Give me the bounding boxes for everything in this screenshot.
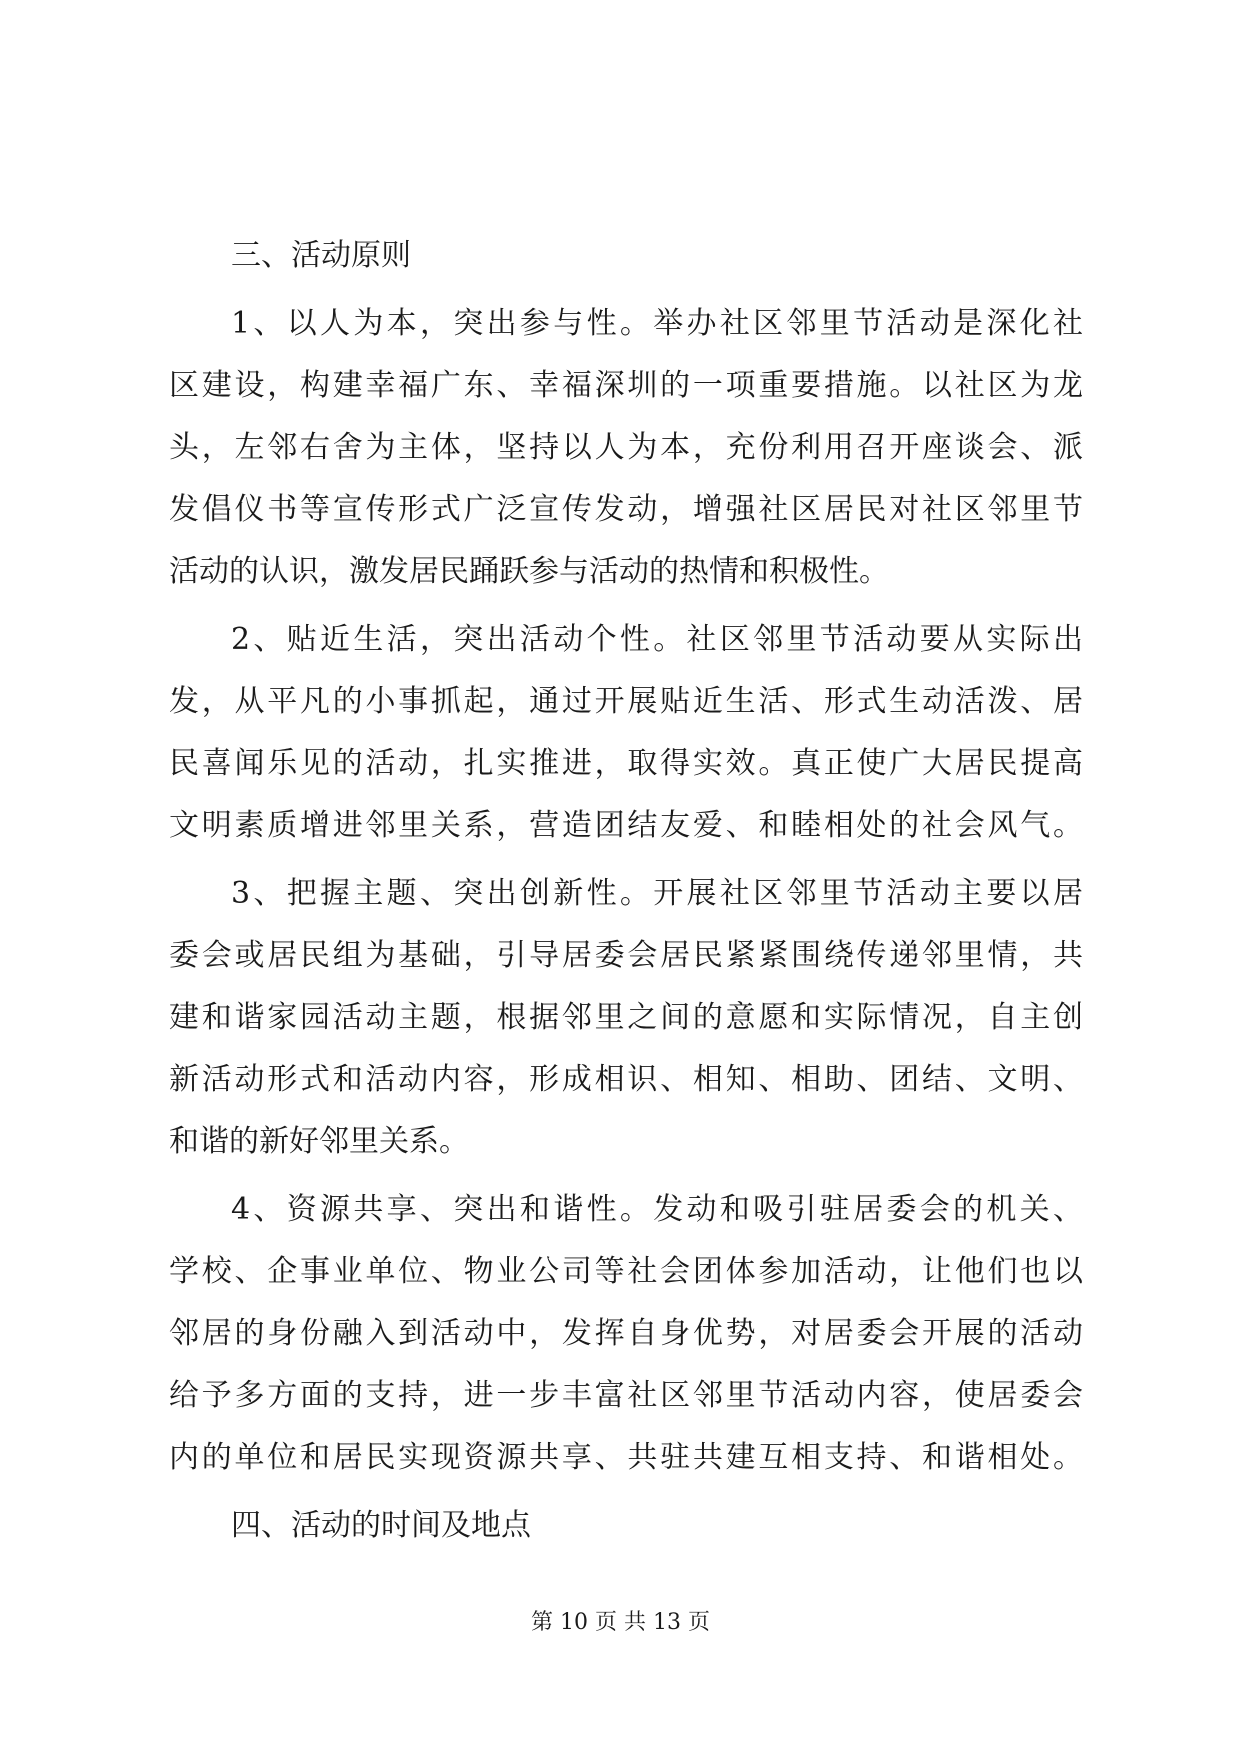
- paragraph-line: 内的单位和居民实现资源共享、共驻共建互相支持、和谐相处。: [169, 1440, 1083, 1475]
- paragraph-line: 发倡仪书等宣传形式广泛宣传发动，增强社区居民对社区邻里节: [169, 492, 1083, 527]
- paragraph-line: 委会或居民组为基础，引导居委会居民紧紧围绕传递邻里情，共: [169, 938, 1083, 973]
- paragraph-line: 文明素质增进邻里关系，营造团结友爱、和睦相处的社会风气。: [169, 808, 1083, 843]
- paragraph-line: 邻居的身份融入到活动中，发挥自身优势，对居委会开展的活动: [169, 1316, 1083, 1351]
- document-body: [169, 225, 1083, 1563]
- paragraph-line: 3、把握主题、突出创新性。开展社区邻里节活动主要以居: [231, 876, 1083, 911]
- paragraph-2: [169, 609, 1083, 857]
- paragraph-4: [169, 1179, 1083, 1489]
- paragraph-line: 建和谐家园活动主题，根据邻里之间的意愿和实际情况，自主创: [169, 1000, 1083, 1035]
- paragraph-line: 新活动形式和活动内容，形成相识、相知、相助、团结、文明、: [169, 1062, 1083, 1097]
- paragraph-line: 区建设，构建幸福广东、幸福深圳的一项重要措施。以社区为龙: [169, 368, 1083, 403]
- paragraph-line: 2、贴近生活，突出活动个性。社区邻里节活动要从实际出: [231, 622, 1083, 657]
- paragraph-line: 和谐的新好邻里关系。: [169, 1124, 469, 1159]
- paragraph-1: [169, 293, 1083, 603]
- section-heading-time-place: 四、活动的时间及地点: [231, 1508, 531, 1543]
- paragraph-3: [169, 863, 1083, 1173]
- paragraph-line: 头，左邻右舍为主体，坚持以人为本，充份利用召开座谈会、派: [169, 430, 1083, 465]
- section-heading-principles: 三、活动原则: [231, 238, 411, 273]
- paragraph-line: 给予多方面的支持，进一步丰富社区邻里节活动内容，使居委会: [169, 1378, 1083, 1413]
- page-number-footer: 第 10 页 共 13 页: [531, 1610, 710, 1635]
- paragraph-line: 1、以人为本，突出参与性。举办社区邻里节活动是深化社: [231, 306, 1083, 341]
- paragraph-line: 民喜闻乐见的活动，扎实推进，取得实效。真正使广大居民提高: [169, 746, 1083, 781]
- paragraph-line: 学校、企事业单位、物业公司等社会团体参加活动，让他们也以: [169, 1254, 1083, 1289]
- paragraph-line: 活动的认识，激发居民踊跃参与活动的热情和积极性。: [169, 554, 889, 589]
- paragraph-line: 4、资源共享、突出和谐性。发动和吸引驻居委会的机关、: [231, 1192, 1083, 1227]
- paragraph-line: 发，从平凡的小事抓起，通过开展贴近生活、形式生动活泼、居: [169, 684, 1083, 719]
